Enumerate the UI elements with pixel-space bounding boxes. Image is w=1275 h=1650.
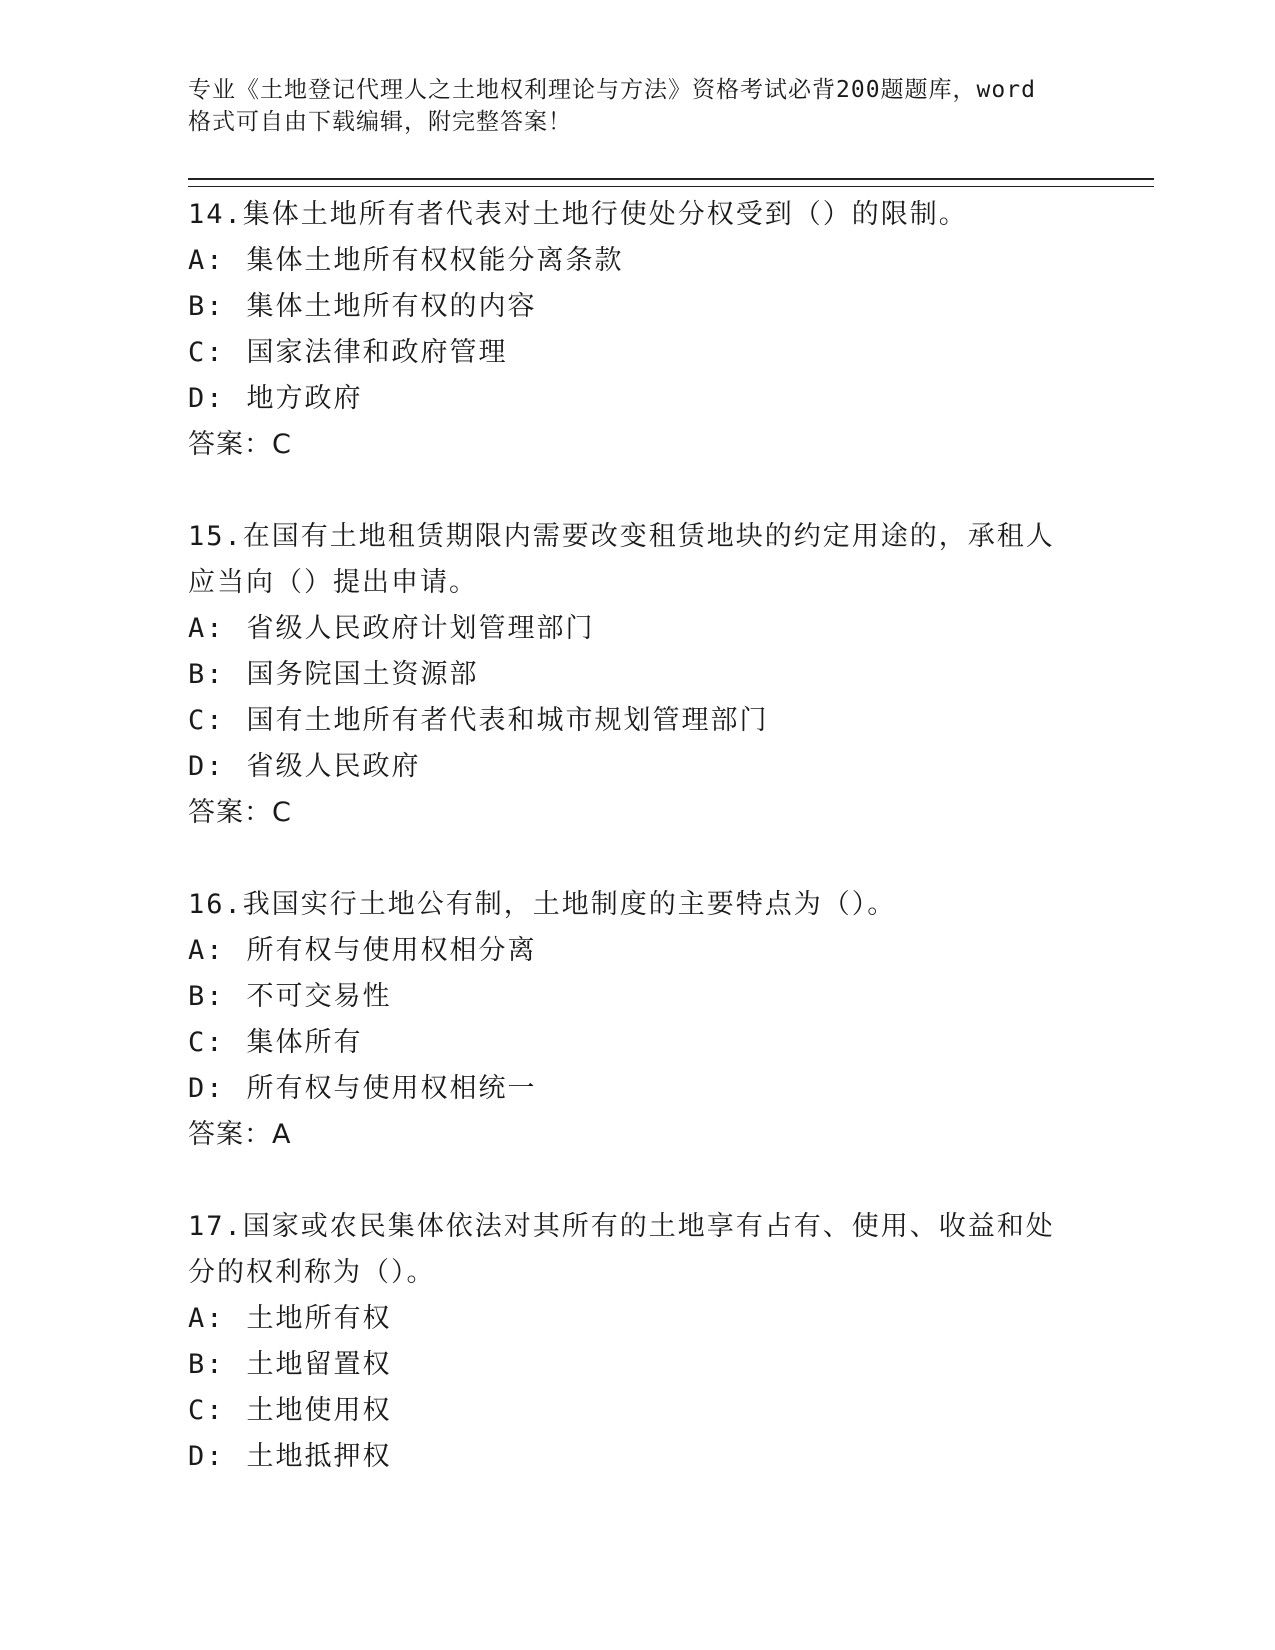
option-text: 省级人民政府	[246, 751, 421, 782]
question-17	[188, 1204, 1088, 1480]
option-key: B:	[188, 291, 225, 322]
question-list	[188, 192, 1088, 1526]
question-15	[188, 514, 1088, 836]
option-text: 国务院国土资源部	[246, 659, 479, 690]
option-text: 国有土地所有者代表和城市规划管理部门	[246, 705, 769, 736]
option-text: 集体土地所有权权能分离条款	[246, 245, 624, 276]
answer-line: 答案：C	[188, 797, 292, 828]
option-key: C:	[188, 337, 225, 368]
option-text: 集体所有	[246, 1027, 363, 1058]
option-text: 地方政府	[246, 383, 363, 414]
answer-line: 答案：A	[188, 1119, 292, 1150]
option-d	[188, 376, 1088, 422]
option-key: B:	[188, 659, 225, 690]
option-key: D:	[188, 383, 225, 414]
header-line-1: 专业《土地登记代理人之土地权利理论与方法》资格考试必背200题题库，word	[188, 77, 1036, 103]
option-text: 省级人民政府计划管理部门	[246, 613, 595, 644]
option-b	[188, 1342, 1088, 1388]
option-text: 土地留置权	[246, 1349, 392, 1380]
option-key: D:	[188, 1441, 225, 1472]
question-16	[188, 882, 1088, 1158]
option-b	[188, 652, 1088, 698]
option-text: 土地所有权	[246, 1303, 392, 1334]
question-14	[188, 192, 1088, 468]
option-text: 所有权与使用权相分离	[246, 935, 537, 966]
option-d	[188, 1066, 1088, 1112]
option-a	[188, 928, 1088, 974]
option-key: B:	[188, 1349, 225, 1380]
question-stem: 14.集体土地所有者代表对土地行使处分权受到（）的限制。	[188, 199, 968, 230]
option-key: D:	[188, 751, 225, 782]
option-b	[188, 284, 1088, 330]
header-divider	[188, 178, 1154, 187]
option-text: 土地抵押权	[246, 1441, 392, 1472]
document-header	[188, 74, 1068, 138]
option-c	[188, 698, 1088, 744]
question-stem: 17.国家或农民集体依法对其所有的土地享有占有、使用、收益和处分的权利称为（）。	[188, 1211, 1055, 1288]
option-text: 所有权与使用权相统一	[246, 1073, 537, 1104]
option-c	[188, 1388, 1088, 1434]
option-key: A:	[188, 613, 225, 644]
option-c	[188, 1020, 1088, 1066]
option-text: 不可交易性	[246, 981, 392, 1012]
option-c	[188, 330, 1088, 376]
option-key: C:	[188, 1395, 225, 1426]
option-key: B:	[188, 981, 225, 1012]
option-key: A:	[188, 935, 225, 966]
option-key: A:	[188, 245, 225, 276]
header-line-2: 格式可自由下载编辑，附完整答案！	[188, 109, 572, 135]
option-a	[188, 238, 1088, 284]
option-key: A:	[188, 1303, 225, 1334]
option-text: 土地使用权	[246, 1395, 392, 1426]
option-d	[188, 744, 1088, 790]
question-stem: 15.在国有土地租赁期限内需要改变租赁地块的约定用途的，承租人应当向（）提出申请。	[188, 521, 1055, 598]
option-text: 国家法律和政府管理	[246, 337, 508, 368]
option-d	[188, 1434, 1088, 1480]
option-key: D:	[188, 1073, 225, 1104]
option-key: C:	[188, 705, 225, 736]
option-a	[188, 1296, 1088, 1342]
option-a	[188, 606, 1088, 652]
option-b	[188, 974, 1088, 1020]
answer-line: 答案：C	[188, 429, 292, 460]
question-stem: 16.我国实行土地公有制，土地制度的主要特点为（）。	[188, 889, 897, 920]
option-key: C:	[188, 1027, 225, 1058]
option-text: 集体土地所有权的内容	[246, 291, 537, 322]
